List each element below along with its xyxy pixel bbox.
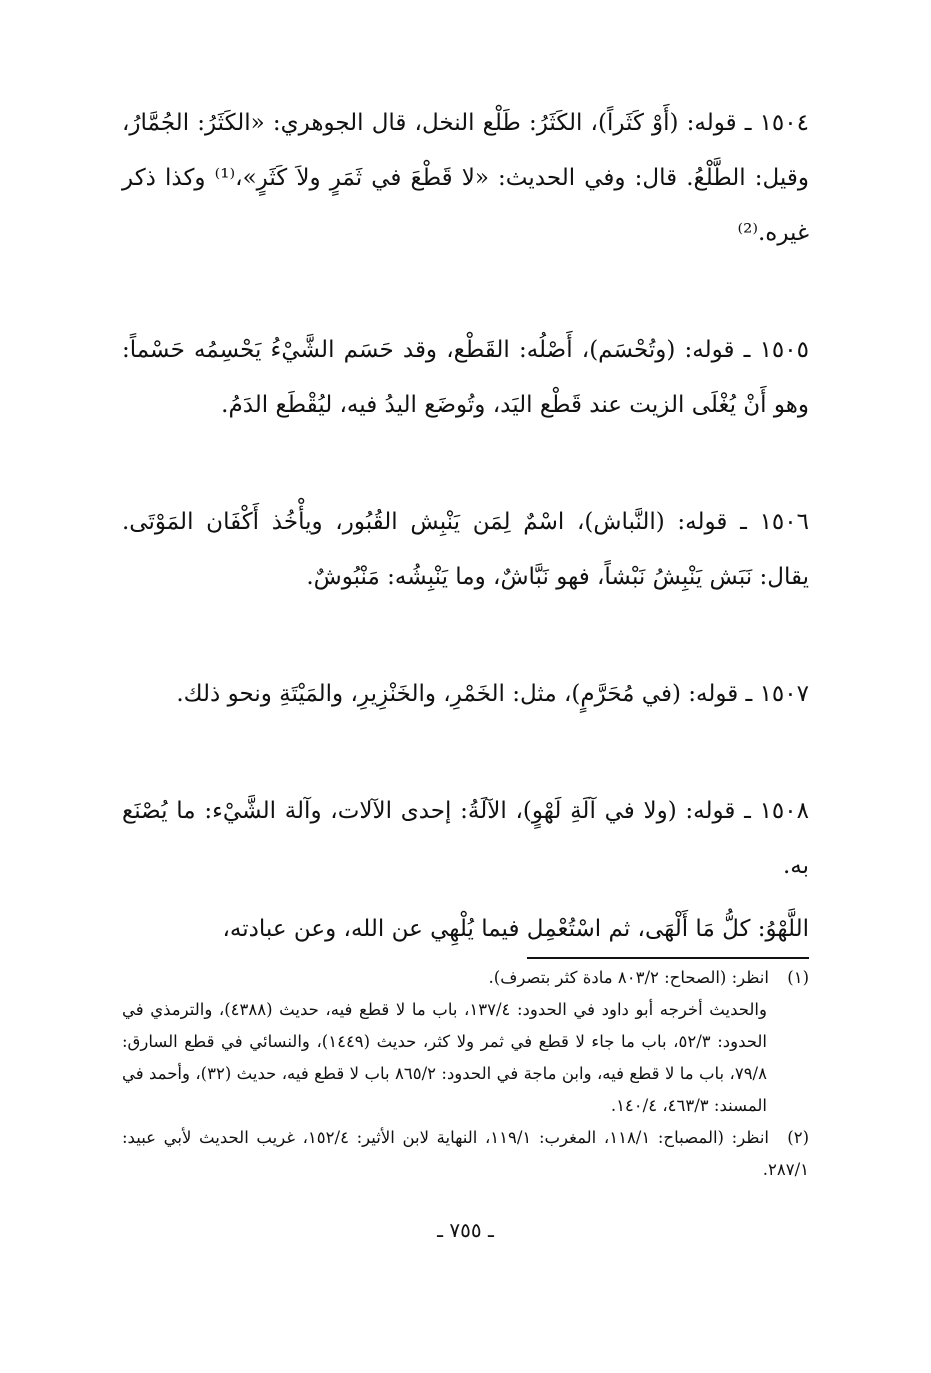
spacer bbox=[122, 894, 809, 902]
footnote-2 bbox=[122, 1122, 809, 1186]
entry-1508-continuation: اللَّهْوُ: كلُّ مَا أَلْهَى، ثم اسْتُعْمِل فيما يُلْهِي عن الله، وعن عبادته، bbox=[222, 916, 809, 942]
spacer bbox=[122, 433, 809, 495]
entry-1507: ١٥٠٧ ـ قوله: (في مُحَرَّمٍ)، مثل: الخَمْرِ، والخَنْزِيرِ، والمَيْتَةِ ونحو ذلك. bbox=[176, 681, 809, 707]
footnote-marker: (٢) bbox=[787, 1128, 810, 1147]
footnote-1-continuation: والحديث أخرجه أبو داود في الحدود: ١٣٧/٤، باب ما لا قطع فيه، حديث (٤٣٨٨)، والترمذي في الحدود: ٥٢/٣، باب ما جاء لا قطع في ثمر ولا كثر، حديث (١٤٤٩)، والنسائي في قطع السارق: ٧٩/٨، باب ما لا قطع فيه، وابن ماجة في الحدود: ٨٦٥/٢ باب لا قطع فيه، حديث (٣٢)، وأحمد في المسند: ٤٦٣/٣، ١٤٠/٤. bbox=[122, 1000, 767, 1115]
spacer bbox=[122, 722, 809, 784]
footnote-separator bbox=[527, 957, 809, 959]
spacer bbox=[122, 605, 809, 667]
entry-1504: ١٥٠٤ ـ قوله: (أَوْ كَثَراً)، الكَثَرُ: طَلْع النخل، قال الجوهري: «الكَثَرُ: الجُمَّارُ، وقيل: الطَّلْعُ. قال: وفي الحديث: «لا قَطْعَ في ثَمَرٍ ولاَ كَثَرٍ»،⁽¹⁾ وكذا ذكر غيره.⁽²⁾ bbox=[122, 110, 809, 246]
entry-1505: ١٥٠٥ ـ قوله: (وتُحْسَم)، أَصْلُه: القَطْع، وقد حَسَم الشَّيْءُ يَحْسِمُه حَسْماً: وهو أَنْ يُغْلَى الزيت عند قَطْع اليَد، وتُوضَع اليدُ فيه، ليُقْطَع الدَمُ. bbox=[122, 337, 809, 418]
spacer bbox=[122, 261, 809, 323]
main-text bbox=[122, 96, 809, 957]
page-number: ـ ٧٥٥ ـ bbox=[437, 1218, 494, 1242]
footnote-text: انظر: (الصحاح: ٨٠٣/٢ مادة كثر بتصرف). bbox=[488, 968, 769, 987]
footnote-marker: (١) bbox=[787, 968, 809, 987]
entry-1506: ١٥٠٦ ـ قوله: (النَّباش)، اسْمٌ لِمَن يَنْبِش القُبُور، ويأْخُذ أَكْفَان المَوْتَى. يقال: نَبَش يَنْبِشُ نَبْشاً، فهو نَبَّاشٌ، وما يَنْبِشُه: مَنْبُوشٌ. bbox=[122, 509, 809, 590]
footnotes bbox=[122, 962, 809, 1186]
footnote-1 bbox=[122, 962, 809, 994]
footnote-text: انظر: (المصباح: ١١٨/١، المغرب: ١١٩/١، النهاية لابن الأثير: ١٥٢/٤، غريب الحديث لأبي عبيد: ٢٨٧/١. bbox=[122, 1128, 809, 1179]
entry-1508: ١٥٠٨ ـ قوله: (ولا في آلَةِ لَهْوٍ)، الآلَةُ: إحدى الآلات، وآلة الشَّيْء: ما يُصْنَع به. bbox=[122, 798, 809, 879]
